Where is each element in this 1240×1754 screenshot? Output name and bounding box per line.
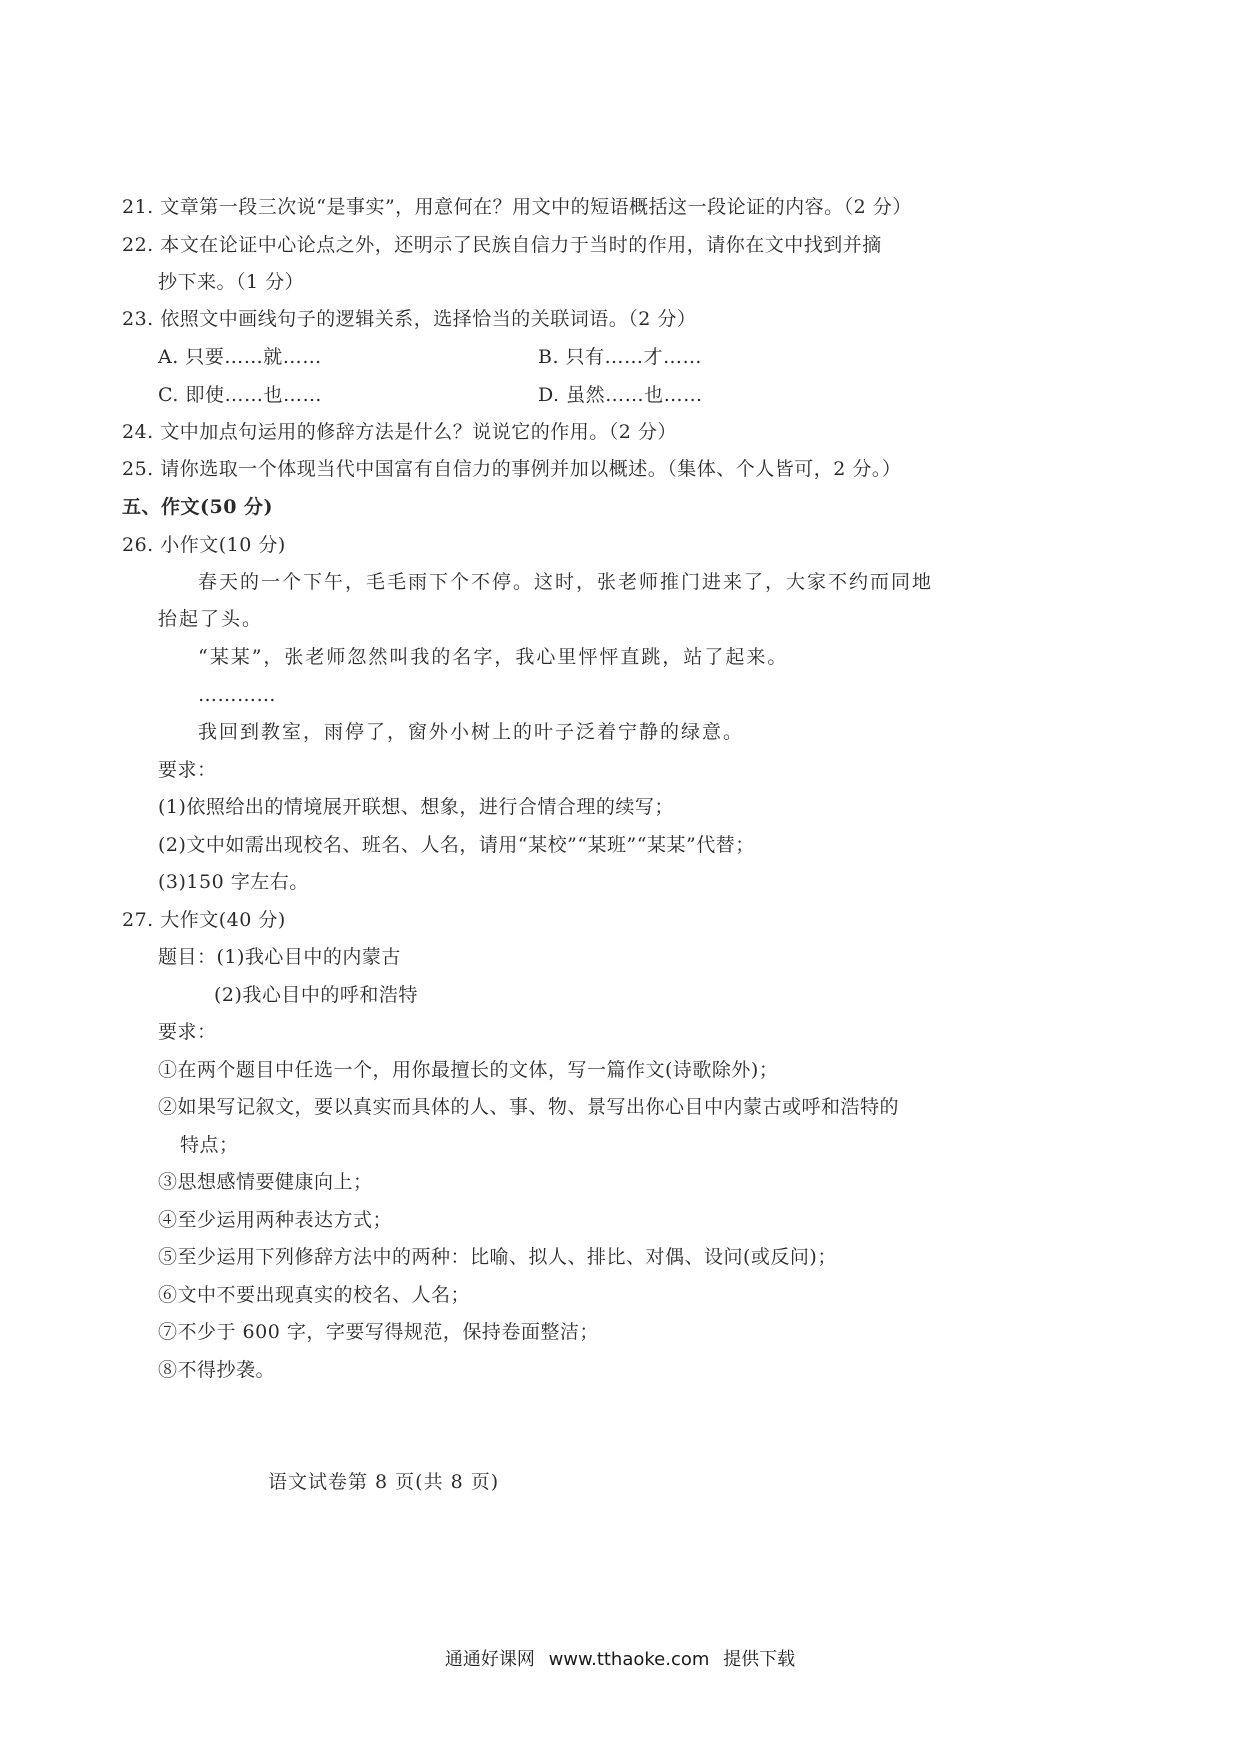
watermark-site-name: 通通好课网	[444, 1649, 535, 1670]
watermark	[0, 1645, 1240, 1671]
watermark-url[interactable]: www.tthaoke.com	[548, 1649, 710, 1670]
question-26-title: 26. 小作文(10 分)	[122, 534, 286, 556]
option-d: D. 虽然……也……	[538, 384, 703, 406]
requirement-item: ⑤至少运用下列修辞方法中的两种：比喻、拟人、排比、对偶、设问(或反问)；	[158, 1246, 837, 1268]
requirement-item-continuation: 特点；	[180, 1134, 239, 1156]
topic-1: 题目：(1)我心目中的内蒙古	[158, 946, 401, 968]
option-c: C. 即使……也……	[158, 384, 322, 406]
passage-ellipsis: …………	[198, 684, 276, 706]
requirement-item: ⑦不少于 600 字，字要写得规范，保持卷面整洁；	[158, 1321, 599, 1343]
passage-line: 我回到教室，雨停了，窗外小树上的叶子泛着宁静的绿意。	[198, 721, 745, 743]
watermark-suffix: 提供下载	[723, 1649, 796, 1670]
option-b: B. 只有……才……	[538, 346, 703, 368]
requirement-item: ⑥文中不要出现真实的校名、人名；	[158, 1284, 471, 1306]
section-heading: 五、作文(50 分)	[122, 496, 274, 518]
passage-line: “某某”，张老师忽然叫我的名字，我心里怦怦直跳，站了起来。	[198, 646, 789, 668]
question-23: 23. 依照文中画线句子的逻辑关系，选择恰当的关联词语。（2 分）	[122, 308, 697, 330]
requirements-label: 要求：	[158, 1021, 217, 1043]
passage-line: 抬起了头。	[158, 608, 264, 630]
requirement-item: ①在两个题目中任选一个，用你最擅长的文体，写一篇作文(诗歌除外)；	[158, 1059, 779, 1081]
requirement-item: ③思想感情要健康向上；	[158, 1171, 373, 1193]
question-25: 25. 请你选取一个体现当代中国富有自信力的事例并加以概述。（集体、个人皆可，2 分。）	[122, 458, 902, 480]
question-24: 24. 文中加点句运用的修辞方法是什么？说说它的作用。（2 分）	[122, 421, 677, 443]
requirement-item: (2)文中如需出现校名、班名、人名，请用“某校”“某班”“某某”代替；	[158, 834, 755, 856]
requirement-item: ⑧不得抄袭。	[158, 1359, 276, 1381]
requirement-item: (1)依照给出的情境展开联想、想象，进行合情合理的续写；	[158, 796, 674, 818]
requirement-item: (3)150 字左右。	[158, 871, 309, 893]
topic-2: (2)我心目中的呼和浩特	[214, 984, 418, 1006]
question-27-title: 27. 大作文(40 分)	[122, 909, 286, 931]
question-22: 22. 本文在论证中心论点之外，还明示了民族自信力于当时的作用，请你在文中找到并摘	[122, 234, 882, 256]
requirement-item: ④至少运用两种表达方式；	[158, 1209, 393, 1231]
question-22-continuation: 抄下来。（1 分）	[158, 271, 305, 293]
page-footer: 语文试卷第 8 页(共 8 页)	[268, 1471, 500, 1493]
requirements-label: 要求：	[158, 759, 217, 781]
passage-line: 春天的一个下午，毛毛雨下个不停。这时，张老师推门进来了，大家不约而同地	[198, 571, 934, 593]
requirement-item: ②如果写记叙文，要以真实而具体的人、事、物、景写出你心目中内蒙古或呼和浩特的	[158, 1096, 900, 1118]
option-a: A. 只要……就……	[158, 346, 322, 368]
question-21: 21. 文章第一段三次说“是事实”，用意何在？用文中的短语概括这一段论证的内容。（2 分）	[122, 196, 912, 218]
